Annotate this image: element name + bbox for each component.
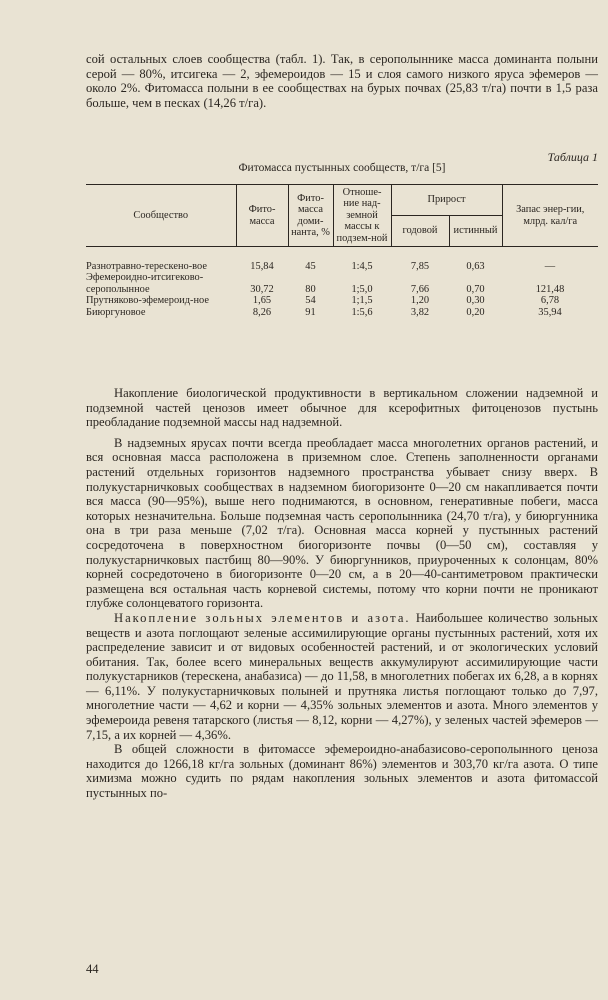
cell-true: 0,30 xyxy=(466,295,485,307)
cell-energy: 6,78 xyxy=(540,295,560,307)
cell-dominant: 45 xyxy=(305,261,316,273)
paragraph: Накопление биологической продуктивности в вертикальном сложении надземной и подземной частей ценозов имеет обычное для ксерофитных фитоценозов пустынь преобладание подземной массы над надземной. xyxy=(86,386,598,430)
paragraph-text: Наибольшее количество зольных веществ и азота поглощают зеленые ассимилирующие органы пустынных растений, хотя их распределение зависит и от видовых особенностей растений, и от экологических условий обитания. Так, более всего минеральных веществ аккумулируют ассимилирующие части полукустарников (терескена, анабазиса) — до 11,58, в многолетних побегах их 6,28, а в корнях — 6,11%. У полукустарничковых полыней и прутняка листья поглощают только до 7,97, многолетние части — 4,62 и корни — 4,35% зольных элементов и азота. Много элементов у эфемероида ревеня татарского (листья — 8,12, корни — 4,27%), у зеленых частей эфемеров — 7,15, а их корней — 4,36%. xyxy=(86,610,599,742)
header-community: Сообщество xyxy=(86,185,236,247)
page-number: 44 xyxy=(86,962,99,976)
cell-energy: — xyxy=(544,261,556,273)
cell-phytomass: 30,72 xyxy=(250,283,274,295)
table-title: Фитомасса пустынных сообществ, т/га [5] xyxy=(238,162,446,174)
table-row xyxy=(86,295,598,306)
cell-annual: 3,82 xyxy=(410,306,430,318)
intro-paragraph xyxy=(86,52,598,110)
paragraph: В общей сложности в фитомассе эфемероидно-анабазисово-серополынного ценоза находится до 1266,18 кг/га зольных (доминант 86%) элементов и 303,70 кг/га азота. О типе химизма можно судить по рядам накопления зольных элементов и азота фитомассой пустынных по- xyxy=(86,742,598,801)
cell-dominant: 91 xyxy=(305,306,316,318)
cell-phytomass: 15,84 xyxy=(250,261,274,273)
cell-name: Разнотравно-терескено-вое xyxy=(86,261,207,273)
table-caption xyxy=(86,150,598,178)
table-label: Таблица 1 xyxy=(547,150,598,164)
cell-name: Эфемероидно-итсигеково-серополынное xyxy=(86,272,204,295)
header-dominant: Фито-масса доми-нанта, % xyxy=(288,185,333,247)
paragraph xyxy=(86,611,598,742)
cell-annual: 7,85 xyxy=(410,261,430,273)
cell-energy: 35,94 xyxy=(538,306,562,318)
cell-phytomass: 8,26 xyxy=(252,306,272,318)
cell-name: Биюргуновое xyxy=(86,306,146,318)
table-row xyxy=(86,307,598,318)
cell-phytomass: 1,65 xyxy=(252,295,272,307)
intro-text: сой остальных слоев сообщества (табл. 1). Так, в серополыннике масса доминанта полыни серой — 80%, итсигека — 2, эфемероидов — 15 и слоя самого низкого яруса эфемеров — около 2%. Фитомасса полыни в ее сообществах на бурых почвах (25,83 т/га) почти в 1,5 раза больше, чем в песках (14,26 т/га). xyxy=(86,52,598,110)
body-text xyxy=(86,386,598,801)
section-heading: Накопление зольных элементов и азота. xyxy=(114,610,411,625)
cell-dominant: 80 xyxy=(305,283,316,295)
cell-ratio: 1:4,5 xyxy=(351,261,373,273)
table-row xyxy=(86,272,598,295)
cell-true: 0,20 xyxy=(466,306,485,318)
cell-annual: 1,20 xyxy=(410,295,430,307)
table-row xyxy=(86,247,598,273)
cell-true: 0,70 xyxy=(466,283,485,295)
header-annual: годовой xyxy=(391,216,449,247)
cell-dominant: 54 xyxy=(305,295,316,307)
cell-ratio: 1;1,5 xyxy=(351,295,373,307)
header-true: истинный xyxy=(449,216,502,247)
header-phytomass: Фито-масса xyxy=(236,185,288,247)
cell-name: Прутняково-эфемероид-ное xyxy=(86,295,209,307)
cell-true: 0,63 xyxy=(466,261,485,273)
header-energy: Запас энер-гии, млрд. кал/га xyxy=(502,185,598,247)
cell-ratio: 1;5,0 xyxy=(351,283,373,295)
paragraph: В надземных ярусах почти всегда преобладает масса многолетних органов растений, и вся основная масса расположена в приземном слое. Степень заполненности органами растений отдельных горизонтов надземного пространства убывает снизу вверх. В полукустарничковых сообществах в надземном биогоризонте 0—20 см накапливается почти вся масса (90—95%), выше него поднимаются, в основном, генеративные побеги, масса которых незначительна. Больше подземная часть серополынника (24,70 т/га), у биюргунника она в три раза меньше (7,02 т/га). Основная масса корней у пустынных растений сосредоточена в поверхностном биогоризонте почвы (0—50 см), составляя у полукустарничковых пастбищ 80—90%. У биюргунников, приуроченных к солонцам, 80% корней сосредоточено в биогоризонте 0—20 см, а в 20—40-сантиметровом практически размещена вся остальная часть корневой системы, потому что корни почти не проникают глубже солонцеватого горизонта. xyxy=(86,435,598,611)
header-ratio: Отноше-ние над-земной массы к подзем-ной xyxy=(333,185,391,247)
cell-energy: 121,48 xyxy=(535,283,565,295)
cell-ratio: 1:5,6 xyxy=(351,306,373,318)
header-growth: Прирост xyxy=(391,185,502,216)
phytomass-table xyxy=(86,184,598,318)
cell-annual: 7,66 xyxy=(410,283,430,295)
